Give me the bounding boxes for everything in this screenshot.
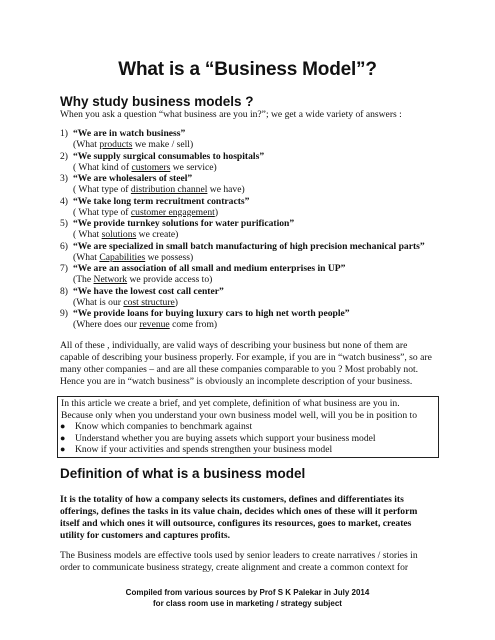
list-item — [60, 286, 460, 309]
item-number: 3) — [60, 173, 68, 184]
item-explanation — [73, 184, 245, 195]
definition-line: It is the totality of how a company selects its customers, defines and differentiates its — [60, 494, 404, 505]
explanation-suffix: we provide access to) — [127, 274, 213, 286]
item-number: 5) — [60, 218, 68, 229]
paragraph-line: The Business models are effective tools used by senior leaders to create narratives / stories in — [60, 550, 418, 561]
summary-box — [57, 396, 439, 458]
item-explanation — [73, 162, 217, 173]
bullet-icon: ● — [60, 432, 66, 443]
paragraph-line: capable of describing your business properly. For example, if you are in “watch business”, so are — [60, 352, 432, 363]
explanation-prefix: (What is our — [73, 296, 124, 308]
explanation-suffix: we service) — [170, 161, 217, 173]
definition-line: offerings, defines the tasks in its value chain, decides which ones of these will it perform — [60, 506, 418, 517]
item-number: 8) — [60, 285, 68, 297]
bullet-text: Know which companies to benchmark against — [75, 421, 253, 432]
list-item — [60, 218, 460, 241]
bullet-icon: ● — [60, 421, 66, 431]
underlined-term: Capabilities — [99, 251, 146, 263]
list-item — [60, 263, 460, 286]
footer-line: for class room use in marketing / strategy subject — [153, 599, 342, 608]
explanation-suffix: ) — [214, 206, 219, 218]
list-item — [60, 173, 460, 196]
item-number: 7) — [60, 263, 68, 274]
item-quote: “We are wholesalers of steel” — [73, 173, 193, 184]
box-line: In this article we create a brief, and yet complete, definition of what business are you in. — [61, 398, 400, 409]
underlined-term: solutions — [101, 229, 137, 241]
underlined-term: customer engagement — [130, 206, 215, 218]
item-number: 9) — [60, 308, 68, 319]
explanation-suffix: ) — [174, 296, 178, 308]
explanation-prefix: (The — [73, 274, 94, 286]
page-title: What is a “Business Model”? — [118, 59, 377, 80]
item-explanation — [73, 274, 212, 285]
item-explanation — [73, 139, 193, 150]
item-quote: “We provide turnkey solutions for water purification” — [73, 218, 295, 229]
list-item — [60, 196, 460, 219]
explanation-suffix: we have) — [207, 184, 245, 196]
explanation-suffix: come from) — [169, 319, 218, 331]
item-quote: “We are an association of all small and medium enterprises in UP” — [73, 263, 346, 274]
underlined-term: products — [99, 139, 133, 151]
item-quote: “We have the lowest cost call center” — [73, 285, 224, 297]
list-item — [60, 308, 460, 331]
item-number: 2) — [60, 150, 68, 162]
item-quote: “We supply surgical consumables to hospitals” — [73, 150, 265, 162]
paragraph-line: many other companies – and are all these companies comparable to you ? Most probably not. — [60, 364, 419, 375]
list-item — [60, 128, 460, 151]
item-explanation — [73, 319, 217, 330]
explanation-prefix: (What — [73, 251, 100, 263]
explanation-prefix: ( What kind of — [73, 161, 132, 173]
underlined-term: revenue — [139, 319, 170, 331]
item-number: 1) — [60, 128, 68, 139]
item-quote: “We are specialized in small batch manufacturing of high precision mechanical parts” — [73, 240, 425, 252]
item-quote: “We provide loans for buying luxury cars to high net worth people” — [73, 308, 350, 319]
item-quote: “We are in watch business” — [73, 128, 186, 139]
underlined-term: customers — [131, 161, 171, 173]
item-explanation — [73, 229, 178, 240]
list-item — [60, 151, 460, 174]
paragraph-line: order to communicate business strategy, create alignment and create a common context for — [60, 562, 409, 573]
definition-line: utility for customers and captures profits. — [60, 530, 231, 541]
explanation-prefix: (What — [73, 139, 100, 151]
underlined-term: Network — [93, 274, 128, 286]
answers-list — [60, 128, 460, 331]
item-explanation — [73, 252, 193, 263]
bullet-text: Know if your activities and spends strengthen your business model — [75, 444, 333, 455]
explanation-prefix: ( What type of — [73, 206, 131, 218]
intro-text: When you ask a question “what business are you in?”; we get a wide variety of answers : — [60, 109, 402, 120]
explanation-suffix: we make / sell) — [132, 139, 194, 151]
explanation-suffix: we possess) — [145, 251, 194, 263]
explanation-prefix: (Where does our — [73, 319, 140, 331]
underlined-term: distribution channel — [130, 184, 208, 196]
underlined-term: cost structure — [123, 296, 175, 308]
item-number: 6) — [60, 240, 68, 252]
explanation-prefix: ( What — [73, 229, 102, 241]
box-line: Because only when you understand your own business model well, will you be in position to — [61, 409, 417, 421]
paragraph-line: All of these , individually, are valid ways of describing your business but none of them are — [60, 340, 408, 351]
item-quote: “We take long term recruitment contracts” — [73, 195, 250, 207]
explanation-prefix: ( What type of — [73, 184, 131, 196]
definition-line: itself and which ones it will outsource, configures its resources, goes to market, creates — [60, 518, 412, 529]
bullet-icon: ● — [60, 444, 66, 454]
section-heading-definition: Definition of what is a business model — [60, 466, 306, 481]
item-explanation — [73, 297, 178, 308]
section-heading-why: Why study business models ? — [60, 94, 254, 109]
item-number: 4) — [60, 195, 68, 207]
footer-line: Compiled from various sources by Prof S K Palekar in July 2014 — [125, 588, 370, 597]
item-explanation — [73, 207, 218, 218]
paragraph-line: Hence you are in “watch business” is obviously an incomplete description of your business. — [60, 376, 413, 387]
explanation-suffix: we create) — [136, 229, 179, 241]
list-item — [60, 241, 460, 264]
bullet-text: Understand whether you are buying assets which support your business model — [75, 432, 376, 444]
